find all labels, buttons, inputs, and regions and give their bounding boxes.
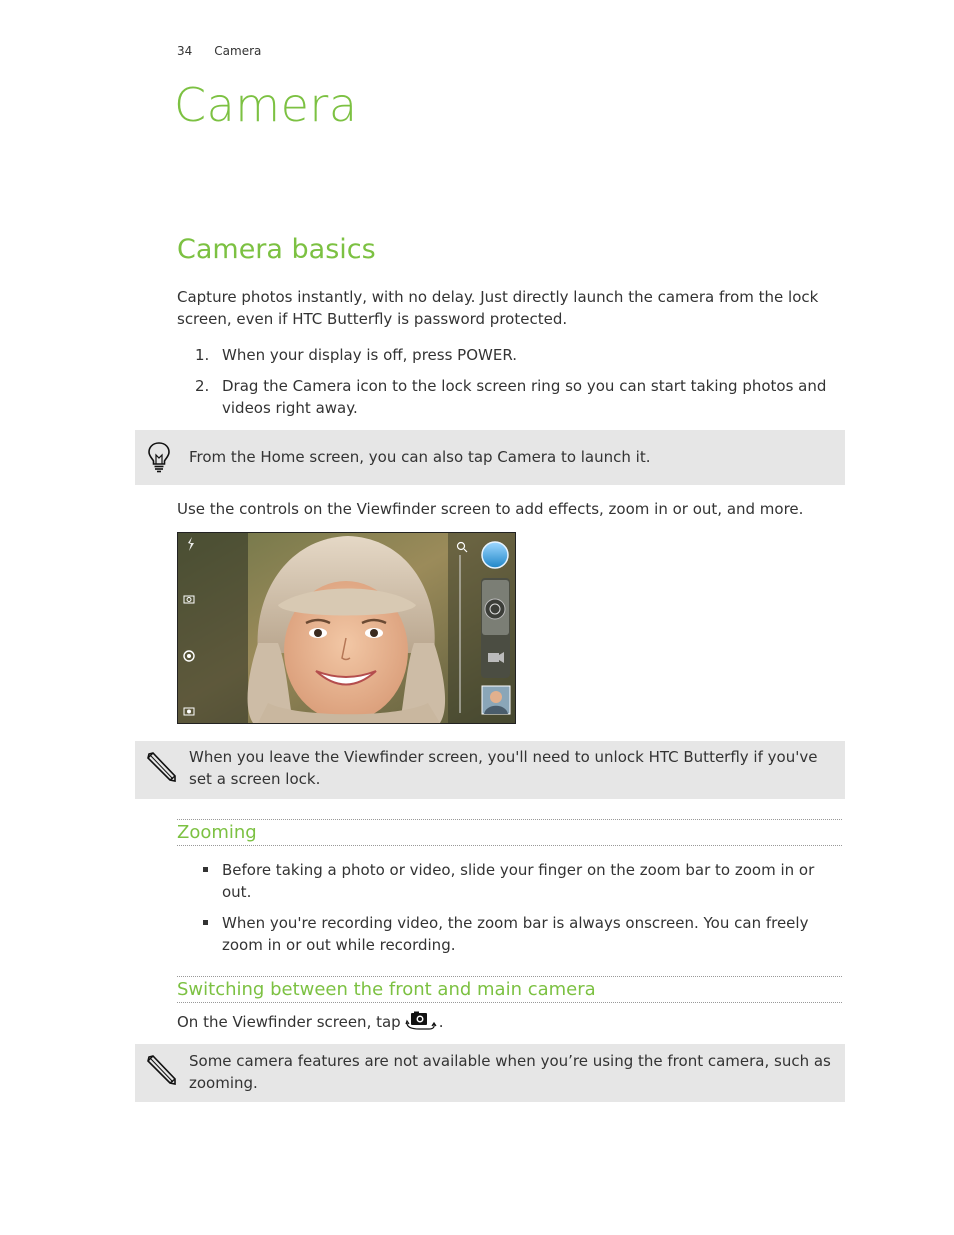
list-number: 1.: [195, 346, 210, 364]
switch-camera-icon: [405, 1011, 437, 1037]
controls-paragraph: Use the controls on the Viewfinder screen to add effects, zoom in or out, and more.: [177, 500, 804, 518]
list-text: Drag the Camera icon to the lock screen ring so you can start taking photos and videos right away.: [222, 377, 827, 417]
shutter-icon[interactable]: [482, 580, 509, 635]
bullet: [203, 920, 208, 925]
thumbnail-image[interactable]: [482, 686, 510, 714]
video-icon[interactable]: [488, 652, 504, 663]
switching-paragraph: [177, 1011, 845, 1037]
list-text: Before taking a photo or video, slide your finger on the zoom bar to zoom in or out.: [222, 861, 815, 901]
running-section: Camera: [214, 44, 262, 58]
list-item: [177, 344, 845, 366]
pencil-icon: [145, 750, 179, 788]
note-box: [135, 1044, 845, 1102]
list-item: [177, 375, 845, 419]
list-text: When your display is off, press POWER.: [222, 346, 517, 364]
note-box: [135, 741, 845, 799]
bullet: [203, 867, 208, 872]
tip-box: [135, 430, 845, 485]
list-item: [177, 859, 845, 903]
switching-text-end: .: [438, 1013, 444, 1031]
page-number: 34: [177, 44, 193, 58]
section-title: Camera basics: [177, 234, 376, 265]
pencil-icon: [145, 1053, 179, 1091]
zooming-heading: Zooming: [177, 819, 842, 846]
note-text: Some camera features are not available when you’re using the front camera, such as zooming.: [189, 1052, 831, 1092]
switching-text: On the Viewfinder screen, tap: [177, 1013, 401, 1031]
list-item: [177, 912, 845, 956]
tip-text: From the Home screen, you can also tap Camera to launch it.: [189, 448, 651, 466]
list-text: When you're recording video, the zoom bar is always onscreen. You can freely zoom in or out while recording.: [222, 914, 809, 954]
effects-button[interactable]: [482, 542, 508, 568]
intro-paragraph: Capture photos instantly, with no delay. Just directly launch the camera from the lock screen, even if HTC Butterfly is password protected.: [177, 288, 819, 328]
viewfinder-screenshot: [177, 532, 516, 724]
chapter-title: Camera: [174, 78, 358, 132]
switching-heading: Switching between the front and main camera: [177, 976, 842, 1003]
lightbulb-icon: [145, 441, 173, 477]
list-number: 2.: [195, 377, 210, 395]
note-text: When you leave the Viewfinder screen, you'll need to unlock HTC Butterfly if you've set a screen lock.: [189, 748, 818, 788]
running-header: [177, 44, 261, 58]
